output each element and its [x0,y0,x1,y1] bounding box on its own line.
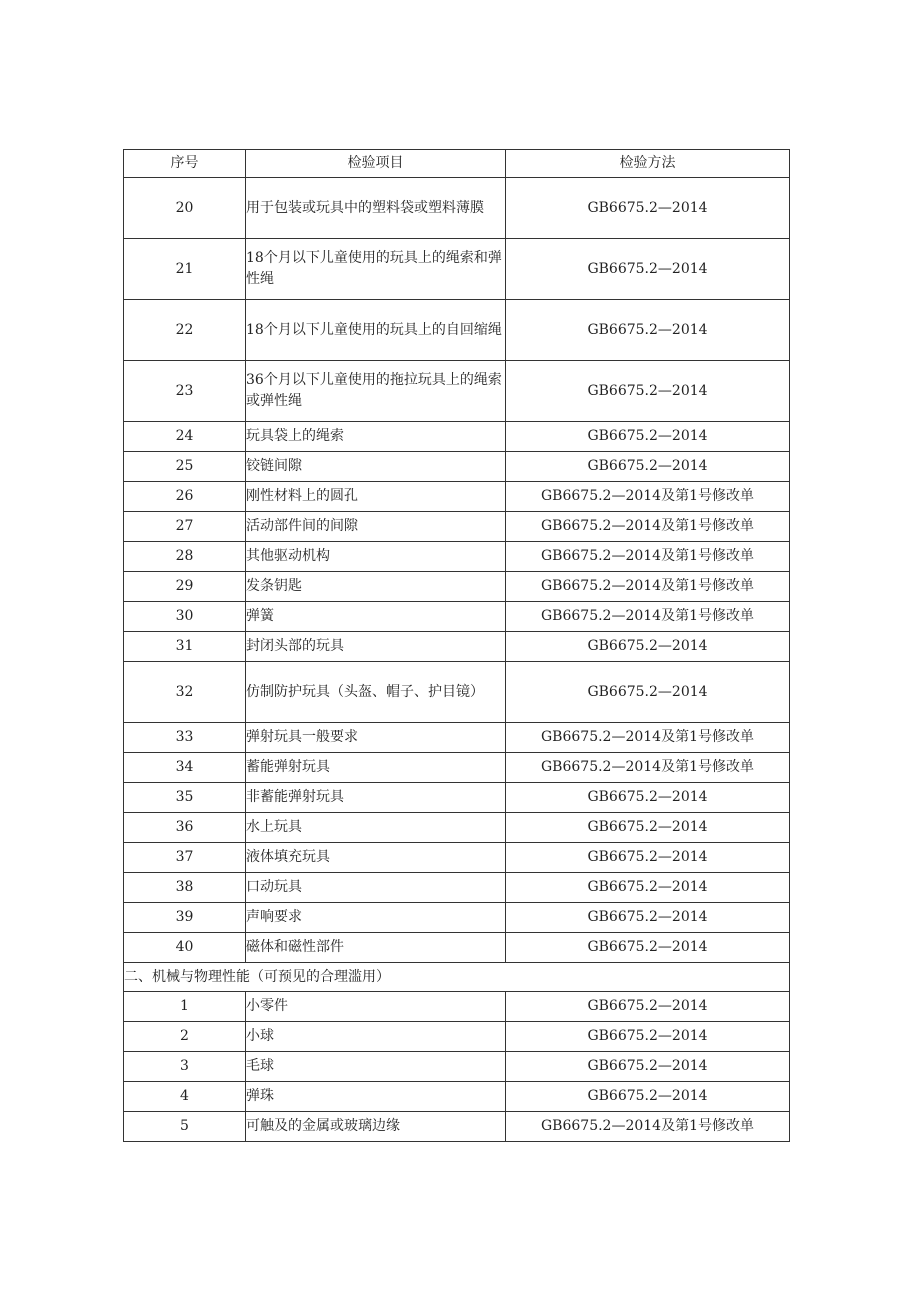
row-item: 磁体和磁性部件 [246,933,506,963]
table-row [124,903,790,933]
row-number: 29 [124,572,246,602]
row-number: 21 [124,239,246,300]
row-method: GB6675.2—2014 [506,783,790,813]
row-item: 弹簧 [246,602,506,632]
table-row [124,933,790,963]
row-number: 24 [124,422,246,452]
row-item: 弹珠 [246,1082,506,1112]
row-method: GB6675.2—2014 [506,239,790,300]
section-title: 二、机械与物理性能（可预见的合理滥用） [124,963,790,992]
row-item: 小球 [246,1022,506,1052]
table-row [124,361,790,422]
table-row [124,300,790,361]
row-item: 铰链间隙 [246,452,506,482]
row-method: GB6675.2—2014 [506,903,790,933]
row-number: 39 [124,903,246,933]
row-method: GB6675.2—2014 [506,361,790,422]
row-number: 27 [124,512,246,542]
row-item: 18个月以下儿童使用的玩具上的绳索和弹性绳 [246,239,506,300]
row-item: 活动部件间的间隙 [246,512,506,542]
row-item: 18个月以下儿童使用的玩具上的自回缩绳 [246,300,506,361]
row-method: GB6675.2—2014 [506,300,790,361]
row-number: 26 [124,482,246,512]
table-row [124,753,790,783]
row-item: 36个月以下儿童使用的拖拉玩具上的绳索或弹性绳 [246,361,506,422]
row-item: 玩具袋上的绳索 [246,422,506,452]
table-row [124,873,790,903]
row-method: GB6675.2—2014及第1号修改单 [506,482,790,512]
table-row [124,542,790,572]
row-method: GB6675.2—2014 [506,933,790,963]
row-method: GB6675.2—2014及第1号修改单 [506,542,790,572]
row-item: 蓄能弹射玩具 [246,753,506,783]
table-row [124,1082,790,1112]
row-method: GB6675.2—2014 [506,813,790,843]
row-method: GB6675.2—2014 [506,992,790,1022]
row-method: GB6675.2—2014 [506,1022,790,1052]
table-row [124,1022,790,1052]
row-method: GB6675.2—2014 [506,873,790,903]
row-item: 发条钥匙 [246,572,506,602]
inspection-table [123,149,790,1142]
row-item: 水上玩具 [246,813,506,843]
row-number: 35 [124,783,246,813]
row-item: 仿制防护玩具（头盔、帽子、护目镜） [246,662,506,723]
row-number: 22 [124,300,246,361]
table-row [124,992,790,1022]
table-row [124,1052,790,1082]
row-method: GB6675.2—2014 [506,422,790,452]
row-method: GB6675.2—2014 [506,1082,790,1112]
row-number: 28 [124,542,246,572]
row-item: 小零件 [246,992,506,1022]
table-row [124,662,790,723]
table-row [124,1112,790,1142]
row-number: 40 [124,933,246,963]
table-row [124,239,790,300]
row-item: 液体填充玩具 [246,843,506,873]
row-item: 口动玩具 [246,873,506,903]
row-method: GB6675.2—2014及第1号修改单 [506,512,790,542]
header-number: 序号 [124,150,246,178]
row-number: 33 [124,723,246,753]
table-row [124,813,790,843]
row-number: 5 [124,1112,246,1142]
table-row [124,723,790,753]
row-number: 37 [124,843,246,873]
row-number: 31 [124,632,246,662]
row-number: 30 [124,602,246,632]
header-method: 检验方法 [506,150,790,178]
row-item: 声响要求 [246,903,506,933]
table-row [124,482,790,512]
table-row [124,843,790,873]
table-row [124,632,790,662]
row-number: 25 [124,452,246,482]
row-method: GB6675.2—2014 [506,632,790,662]
row-number: 4 [124,1082,246,1112]
table-body [124,150,790,1142]
row-number: 32 [124,662,246,723]
row-item: 非蓄能弹射玩具 [246,783,506,813]
row-item: 用于包装或玩具中的塑料袋或塑料薄膜 [246,178,506,239]
row-item: 其他驱动机构 [246,542,506,572]
row-item: 弹射玩具一般要求 [246,723,506,753]
row-method: GB6675.2—2014 [506,178,790,239]
row-number: 34 [124,753,246,783]
row-number: 2 [124,1022,246,1052]
row-item: 封闭头部的玩具 [246,632,506,662]
row-item: 毛球 [246,1052,506,1082]
row-method: GB6675.2—2014 [506,1052,790,1082]
table-row [124,422,790,452]
row-method: GB6675.2—2014及第1号修改单 [506,753,790,783]
row-method: GB6675.2—2014 [506,662,790,723]
row-item: 刚性材料上的圆孔 [246,482,506,512]
row-number: 20 [124,178,246,239]
row-number: 23 [124,361,246,422]
row-number: 1 [124,992,246,1022]
header-row [124,150,790,178]
row-method: GB6675.2—2014 [506,843,790,873]
table-row [124,512,790,542]
row-method: GB6675.2—2014及第1号修改单 [506,1112,790,1142]
table-row [124,783,790,813]
table-row [124,452,790,482]
table-row [124,178,790,239]
row-item: 可触及的金属或玻璃边缘 [246,1112,506,1142]
section-row [124,963,790,992]
row-number: 3 [124,1052,246,1082]
row-method: GB6675.2—2014及第1号修改单 [506,723,790,753]
table-row [124,572,790,602]
row-number: 38 [124,873,246,903]
table-row [124,602,790,632]
row-method: GB6675.2—2014及第1号修改单 [506,602,790,632]
header-item: 检验项目 [246,150,506,178]
row-method: GB6675.2—2014及第1号修改单 [506,572,790,602]
row-number: 36 [124,813,246,843]
row-method: GB6675.2—2014 [506,452,790,482]
